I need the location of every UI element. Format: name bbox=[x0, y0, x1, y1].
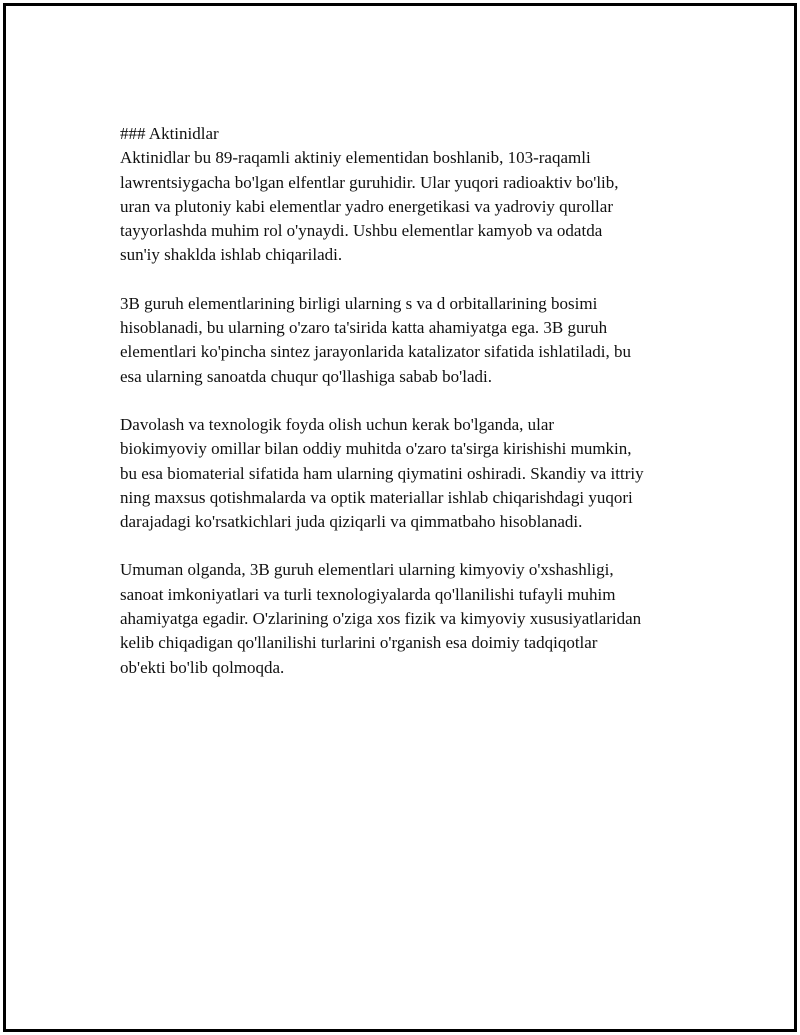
paragraph-3: Davolash va texnologik foyda olish uchun kerak bo'lganda, ular biokimyoviy omillar bilan oddiy muhitda o'zaro ta'sirga kirishishi mumkin, bu esa biomaterial sifatida ham ularning qiymatini oshiradi. Skandiy va ittriy ning maxsus qotishmalarda va optik materiallar ishlab chiqarishdagi yuqori darajadagi ko'rsatkichlari juda qiziqarli va qimmatbaho hisoblanadi. bbox=[120, 414, 644, 532]
paragraph-1: Aktinidlar bu 89-raqamli aktiniy elementidan boshlanib, 103-raqamli lawrentsiygacha bo'lgan elfentlar guruhidir. Ular yuqori radioaktiv bo'lib, uran va plutoniy kabi elementlar yadro energetikasi va yadroviy qurollar tayyorlashda muhim rol o'ynaydi. Ushbu elementlar kamyob va odatda sun'iy shaklda ishlab chiqariladi. bbox=[120, 148, 619, 265]
paragraph-4: Umuman olganda, 3B guruh elementlari ularning kimyoviy o'xshashligi, sanoat imkoniyatlari va turli texnologiyalarda qo'llanilishi tufayli muhim ahamiyatga egadir. O'zlarining o'ziga xos fizik va kimyoviy xususiyatlaridan kelib chiqadigan qo'llanilishi turlarini o'rganish esa doimiy tadqiqotlar ob'ekti bo'lib qolmoqda. bbox=[120, 560, 642, 677]
document-page bbox=[3, 3, 797, 1032]
section-heading: ### Aktinidlar bbox=[120, 124, 219, 143]
document-body bbox=[120, 122, 710, 704]
paragraph-2: 3B guruh elementlarining birligi ularning s va d orbitallarining bosimi hisoblanadi, bu ularning o'zaro ta'sirida katta ahamiyatga ega. 3B guruh elementlari ko'pincha sintez jarayonlarida katalizator sifatida ishlatiladi, bu esa ularning sanoatda chuqur qo'llashiga sabab bo'ladi. bbox=[120, 293, 631, 386]
